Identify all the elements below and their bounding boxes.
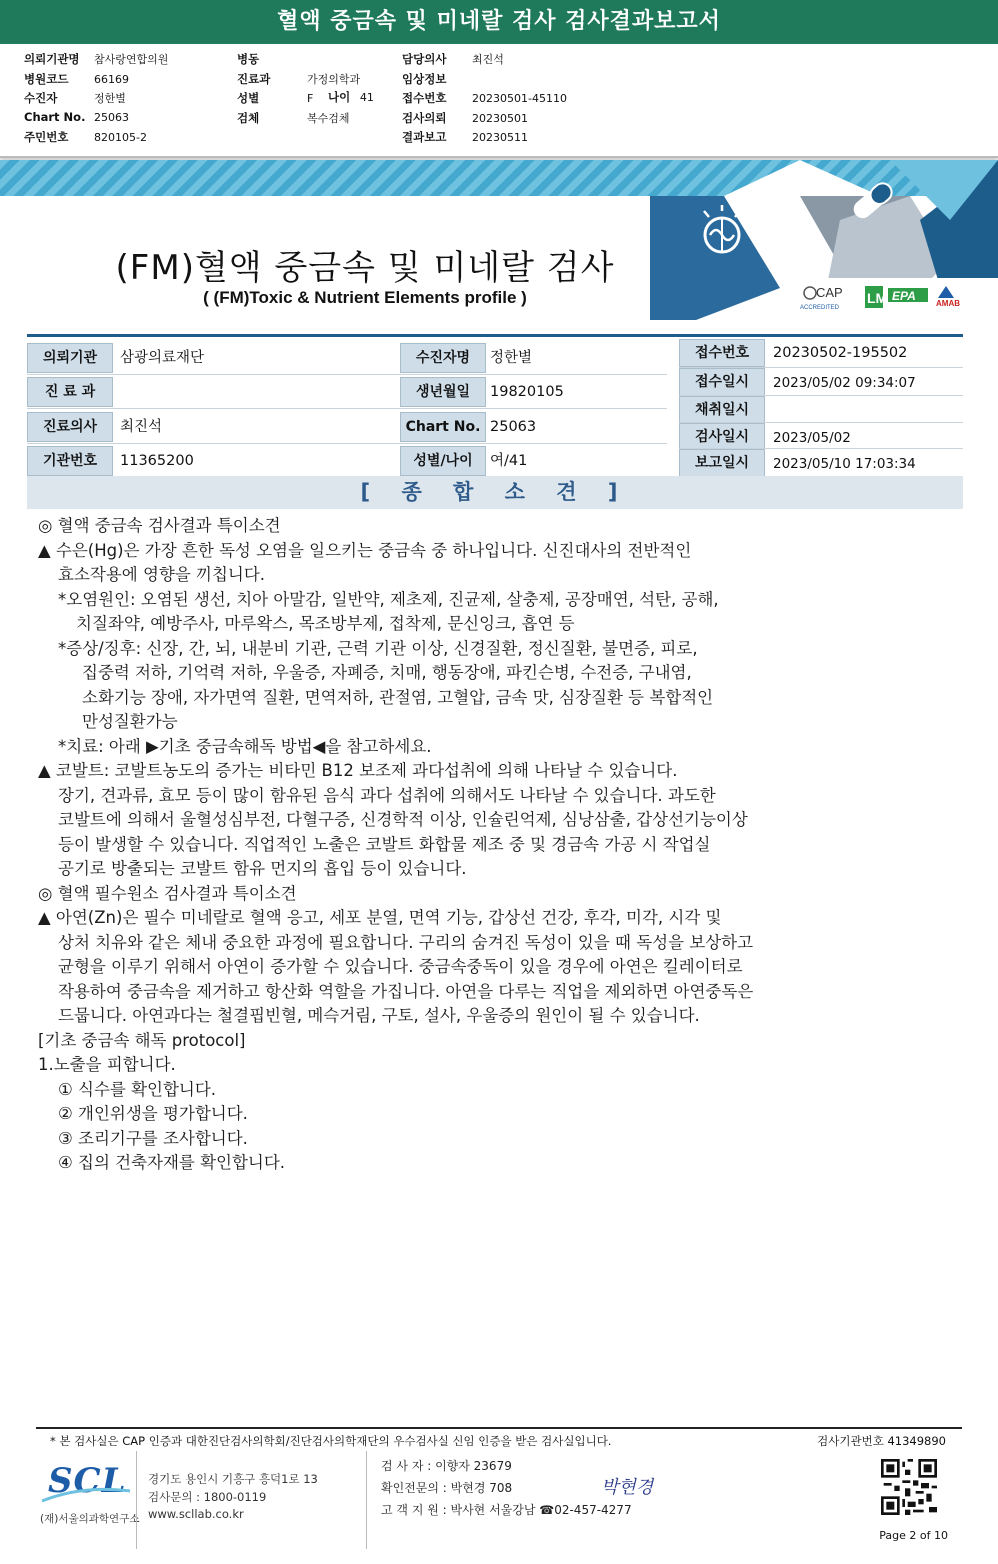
findings-line: 장기, 견과류, 효모 등이 많이 함유된 음식 과다 섭취에 의해서도 나타날 수 있습니다. 과도한 bbox=[58, 785, 716, 805]
tester-info: 검 사 자 : 이향자 23679 bbox=[381, 1459, 512, 1473]
findings-line: 집중력 저하, 기억력 저하, 우울증, 자폐증, 치매, 행동장애, 파킨슨병, 수전증, 구내염, bbox=[82, 663, 692, 682]
label-chart: Chart No. bbox=[400, 412, 486, 442]
header-left-label: 병원코드 bbox=[24, 71, 69, 86]
value-org: 삼광의료재단 bbox=[120, 350, 205, 366]
label-doctor: 진료의사 bbox=[27, 412, 113, 442]
signature: 박현경 bbox=[601, 1477, 654, 1498]
findings-line: 치질좌약, 예방주사, 마루왁스, 목조방부제, 접착제, 문신잉크, 흡연 등 bbox=[76, 614, 575, 633]
patient-info-table bbox=[27, 334, 963, 477]
age-value: 41 bbox=[359, 91, 374, 104]
qr-code-icon bbox=[881, 1459, 937, 1515]
header-left-value: 25063 bbox=[94, 110, 129, 124]
findings-line: 작용하여 중금속을 제거하고 항산화 역할을 가집니다. 아연을 다루는 직업을 제외하면 아연중독은 bbox=[58, 981, 754, 1001]
cap-accredited-logo bbox=[800, 285, 843, 311]
value-chart: 25063 bbox=[490, 419, 537, 435]
header-right-label: 접수번호 bbox=[402, 91, 447, 105]
findings-line: 만성질환가능 bbox=[82, 712, 178, 731]
header-right-label: 임상정보 bbox=[402, 71, 447, 86]
value-recno: 20230502-195502 bbox=[773, 345, 908, 361]
support-info: 고 객 지 원 : 박사현 서울강남 ☎02-457-4277 bbox=[381, 1503, 632, 1517]
header-mid-value: F bbox=[307, 92, 314, 105]
findings-line: *오염원인: 오염된 생선, 치아 아말감, 일반약, 제초제, 진균제, 살충제, 공장매연, 석탄, 공해, bbox=[58, 589, 719, 609]
header-mid-value: 복수검체 bbox=[307, 111, 350, 125]
header-left-field bbox=[24, 90, 126, 106]
findings-line: 공기로 방출되는 코발트 함유 먼지의 흡입 등이 있습니다. bbox=[58, 859, 467, 878]
header-right-value: 20230511 bbox=[472, 131, 528, 144]
value-testdate: 2023/05/02 bbox=[773, 430, 851, 446]
header-right-label: 결과보고 bbox=[402, 130, 447, 144]
findings-line: 코발트에 의해서 울혈성심부전, 다혈구증, 신경학적 이상, 인슐린억제, 심낭삼출, 갑상선기능이상 bbox=[58, 810, 748, 829]
findings-line: 소화기능 장애, 자가면역 질환, 면역저하, 관절염, 고혈압, 금속 맛, 심장질환 등 복합적인 bbox=[82, 687, 714, 707]
header-mid-label: 검체 bbox=[237, 110, 260, 125]
value-recdate: 2023/05/02 09:34:07 bbox=[773, 375, 916, 391]
label-reportdate: 보고일시 bbox=[679, 449, 765, 477]
svg-text:AMAB: AMAB bbox=[936, 299, 960, 308]
epa-logo bbox=[888, 288, 928, 303]
label-birth: 생년월일 bbox=[400, 377, 486, 407]
findings-line: *치료: 아래 ▶기초 중금속해독 방법◀을 참고하세요. bbox=[58, 736, 432, 756]
header-right-field bbox=[402, 110, 528, 126]
label-testdate: 검사일시 bbox=[679, 423, 765, 451]
scl-logo: SCL bbox=[48, 1461, 128, 1506]
label-orgno: 기관번호 bbox=[27, 446, 113, 476]
label-recno: 접수번호 bbox=[679, 339, 765, 367]
age-field bbox=[328, 89, 374, 105]
value-patient: 정한별 bbox=[490, 350, 533, 366]
findings-line: 1.노출을 피합니다. bbox=[38, 1055, 176, 1074]
header-mid-field bbox=[237, 110, 350, 126]
header-left-field bbox=[24, 129, 147, 145]
lab-org-number: 검사기관번호 41349890 bbox=[817, 1434, 946, 1448]
value-sexage: 여/41 bbox=[490, 453, 528, 469]
header-left-field bbox=[24, 110, 129, 124]
report-footer bbox=[36, 1427, 962, 1554]
findings-line: *증상/징후: 신장, 간, 뇌, 내분비 기관, 근력 기관 이상, 신경질환, 정신질환, 불면증, 피로, bbox=[58, 638, 698, 658]
report-banner-title: 혈액 중금속 및 미네랄 검사 검사결과보고서 bbox=[0, 0, 998, 44]
age-label: 나이 bbox=[328, 90, 351, 104]
header-mid-field bbox=[237, 71, 360, 87]
report-subtitle: ( (FM)Toxic & Nutrient Elements profile ) bbox=[203, 288, 527, 307]
lab-org-name: (재)서울의과학연구소 bbox=[40, 1513, 140, 1525]
header-left-label: Chart No. bbox=[24, 109, 86, 124]
header-mid-field bbox=[237, 51, 307, 67]
label-sexage: 성별/나이 bbox=[400, 446, 486, 476]
findings-line: ▲ 코발트: 코발트농도의 증가는 비타민 B12 보조제 과다섭취에 의해 나타날 수 있습니다. bbox=[38, 761, 678, 780]
header-right-field bbox=[402, 90, 567, 106]
lab-phone: 검사문의 : 1800-0119 bbox=[148, 1490, 267, 1504]
header-mid-field bbox=[237, 90, 313, 106]
value-orgno: 11365200 bbox=[120, 453, 194, 469]
header-left-value: 정한별 bbox=[94, 92, 126, 105]
header-mid-label: 병동 bbox=[237, 52, 260, 66]
summary-heading: [ 종 합 소 견 ] bbox=[27, 476, 963, 509]
label-dept: 진 료 과 bbox=[27, 377, 113, 407]
findings-line: ③ 조리기구를 조사합니다. bbox=[58, 1128, 248, 1148]
value-doctor: 최진석 bbox=[120, 419, 163, 435]
header-right-value: 20230501 bbox=[472, 111, 528, 125]
report-title: (FM)혈액 중금속 및 미네랄 검사 bbox=[115, 248, 615, 288]
specialist-info: 확인전문의 : 박현경 708 bbox=[381, 1481, 513, 1495]
findings-line: 드뭅니다. 아연과다는 철결핍빈혈, 메슥거림, 구토, 설사, 우울증의 원인이 될 수 있습니다. bbox=[58, 1006, 700, 1025]
findings-line: ◎ 혈액 중금속 검사결과 특이소견 bbox=[38, 516, 281, 535]
header-right-value: 20230501-45110 bbox=[472, 92, 567, 105]
findings-line: ④ 집의 건축자재를 확인합니다. bbox=[58, 1153, 286, 1172]
findings-line: 균형을 이루기 위해서 아연이 증가할 수 있습니다. 중금속중독이 있을 경우에 아연은 킬레이터로 bbox=[58, 957, 743, 976]
header-left-value: 66169 bbox=[94, 72, 129, 86]
lab-website[interactable]: www.scllab.co.kr bbox=[148, 1507, 244, 1521]
header-right-field bbox=[402, 129, 528, 145]
findings-line: ▲ 아연(Zn)은 필수 미네랄로 혈액 응고, 세포 분열, 면역 기능, 갑상선 건강, 후각, 미각, 시각 및 bbox=[38, 908, 722, 927]
svg-text:LM: LM bbox=[867, 290, 888, 306]
svg-text:CAP: CAP bbox=[816, 285, 843, 300]
header-left-label: 의뢰기관명 bbox=[24, 52, 80, 66]
header-mid-value: 가정의학과 bbox=[307, 72, 361, 86]
value-reportdate: 2023/05/10 17:03:34 bbox=[773, 456, 916, 472]
svg-text:ACCREDITED: ACCREDITED bbox=[800, 305, 840, 311]
page-number: Page 2 of 10 bbox=[879, 1529, 948, 1542]
header-right-label: 담당의사 bbox=[402, 52, 447, 66]
report-header bbox=[0, 44, 998, 158]
header-left-value: 820105-2 bbox=[94, 131, 147, 144]
header-left-label: 주민번호 bbox=[24, 130, 69, 144]
label-org: 의뢰기관 bbox=[27, 343, 113, 373]
findings-line: ① 식수를 확인합니다. bbox=[58, 1079, 217, 1099]
header-right-field bbox=[402, 71, 472, 87]
accreditation-note: * 본 검사실은 CAP 인증과 대한진단검사의학회/진단검사의학재단의 우수검사실 신임 인증을 받은 검사실입니다. bbox=[50, 1434, 612, 1448]
header-left-field bbox=[24, 71, 129, 87]
header-right-label: 검사의뢰 bbox=[402, 110, 447, 125]
lab-address: 경기도 용인시 기흥구 흥덕1로 13 bbox=[148, 1472, 318, 1486]
header-right-field bbox=[402, 51, 504, 67]
value-birth: 19820105 bbox=[490, 384, 564, 400]
findings-line: 등이 발생할 수 있습니다. 직업적인 노출은 코발트 화합물 제조 중 및 경금속 가공 시 작업실 bbox=[58, 834, 711, 854]
findings-text bbox=[38, 514, 938, 1176]
header-left-value: 참사랑연합의원 bbox=[94, 53, 169, 66]
header-left-label: 수진자 bbox=[24, 91, 58, 105]
findings-line: ◎ 혈액 필수원소 검사결과 특이소견 bbox=[38, 883, 297, 903]
header-left-field bbox=[24, 51, 168, 67]
header-right-value: 최진석 bbox=[472, 53, 504, 66]
findings-line: ② 개인위생을 평가합니다. bbox=[58, 1104, 248, 1123]
label-patient: 수진자명 bbox=[400, 343, 486, 373]
svg-text:EPA: EPA bbox=[892, 289, 916, 303]
label-recdate: 접수일시 bbox=[679, 368, 765, 396]
findings-line: 상처 치유와 같은 체내 중요한 과정에 필요합니다. 구리의 숨겨진 독성이 있을 때 독성을 보상하고 bbox=[58, 932, 754, 952]
findings-line: ▲ 수은(Hg)은 가장 흔한 독성 오염을 일으키는 중금속 중 하나입니다. 신진대사의 전반적인 bbox=[38, 540, 692, 560]
lm-logo bbox=[865, 286, 887, 308]
findings-line: [기초 중금속 해독 protocol] bbox=[38, 1030, 246, 1050]
header-mid-label: 진료과 bbox=[237, 71, 271, 86]
findings-line: 효소작용에 영향을 끼칩니다. bbox=[58, 565, 266, 584]
header-mid-label: 성별 bbox=[237, 91, 260, 105]
label-collect: 채취일시 bbox=[679, 396, 765, 424]
